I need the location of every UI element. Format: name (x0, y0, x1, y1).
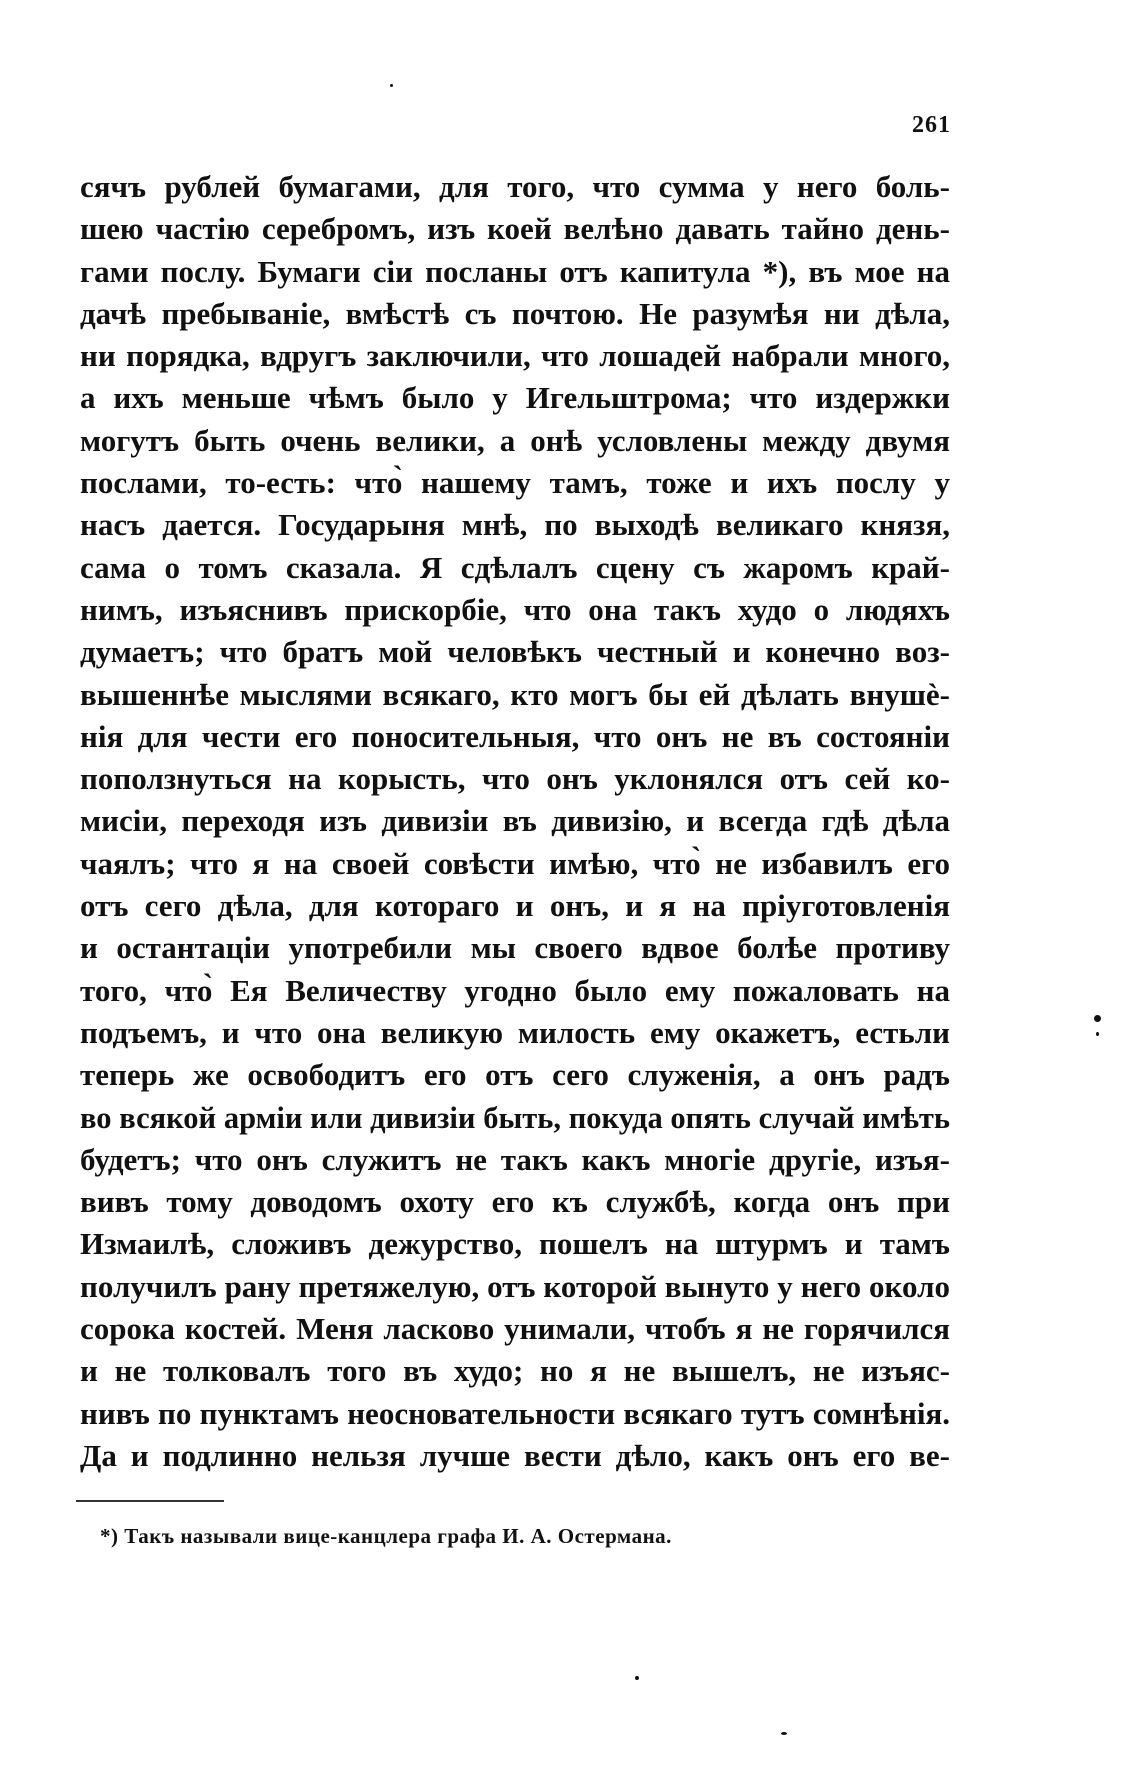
text-line: вышеннѣе мыслями всякаго, кто могъ бы ей дѣлать внушѐ- (80, 676, 950, 712)
text-line: сама о томъ сказала. Я сдѣлалъ сцену съ жаромъ край- (80, 549, 950, 585)
scan-speck (781, 1732, 787, 1735)
text-line: мисіи, переходя изъ дивизіи въ дивизію, и всегда гдѣ дѣла (80, 803, 950, 839)
text-line: чаялъ; что я на своей совѣсти имѣю, что̀ не избавилъ его (80, 845, 950, 881)
text-line: думаетъ; что братъ мой человѣкъ честный и конечно воз- (80, 634, 950, 670)
text-line: отъ сего дѣла, для котораго и онъ, и я на пріуготовленія (80, 888, 950, 924)
text-line: дачѣ пребываніе, вмѣстѣ съ почтою. Не разумѣя ни дѣла, (80, 295, 950, 331)
text-line: будетъ; что онъ служитъ не такъ какъ многіе другіе, изъя- (80, 1141, 950, 1177)
text-line: Измаилѣ, сложивъ дежурство, пошелъ на штурмъ и тамъ (80, 1226, 950, 1262)
text-line: теперь же освободитъ его отъ сего служенія, а онъ радъ (80, 1057, 950, 1093)
text-line: того, что̀ Ея Величеству угодно было ему пожаловать на (80, 972, 950, 1008)
text-line: а ихъ меньше чѣмъ было у Игельштрома; что издержки (80, 380, 950, 416)
scan-speck (1094, 1015, 1101, 1022)
text-line: вивъ тому доводомъ охоту его къ службѣ, когда онъ при (80, 1184, 950, 1220)
text-line: и остантаціи употребили мы своего вдвое болѣе противу (80, 930, 950, 966)
scan-speck (1096, 1032, 1099, 1036)
text-line: насъ дается. Государыня мнѣ, по выходѣ великаго князя, (80, 507, 950, 543)
scan-speck (635, 1676, 639, 1680)
scan-speck (390, 84, 393, 87)
footnote: *) Такъ называли вице-канцлера графа И. А. Остермана. (100, 1524, 672, 1548)
text-line: могутъ быть очень велики, а онѣ условлены между двумя (80, 422, 950, 458)
body-text (80, 166, 950, 1477)
text-line: сорока костей. Меня ласково унимали, чтобъ я не горячился (80, 1311, 950, 1347)
text-line: шею частію серебромъ, изъ коей велѣно давать тайно день- (80, 211, 950, 247)
text-line: гами послу. Бумаги сіи посланы отъ капитула *), въ мое на (80, 253, 950, 289)
footnote-rule (76, 1500, 224, 1502)
text-line: сячъ рублей бумагами, для того, что сумма у него боль- (80, 169, 950, 204)
text-line: поползнуться на корысть, что онъ уклонялся отъ сей ко- (80, 761, 950, 797)
text-line: нимъ, изъяснивъ прискорбіе, что она такъ худо о людяхъ (80, 591, 950, 627)
text-line: подъемъ, и что она великую милость ему окажетъ, естьли (80, 1014, 950, 1050)
text-line: получилъ рану претяжелую, отъ которой вынуто у него около (80, 1268, 950, 1304)
text-line: нія для чести его поносительныя, что онъ не въ состояніи (80, 718, 950, 754)
text-line: нивъ по пунктамъ неосновательности всякаго тутъ сомнѣнія. (80, 1395, 950, 1431)
text-line: ни порядка, вдругъ заключили, что лошадей набрали много, (80, 338, 950, 374)
text-line: и не толковалъ того въ худо; но я не вышелъ, не изъяс- (80, 1353, 950, 1389)
text-line: во всякой арміи или дивизіи быть, покуда опять случай имѣть (80, 1100, 950, 1135)
text-line: послами, то-есть: что̀ нашему тамъ, тоже и ихъ послу у (80, 465, 950, 501)
page-number: 261 (912, 112, 951, 138)
text-line: Да и подлинно нельзя лучше вести дѣло, какъ онъ его ве- (80, 1437, 950, 1473)
